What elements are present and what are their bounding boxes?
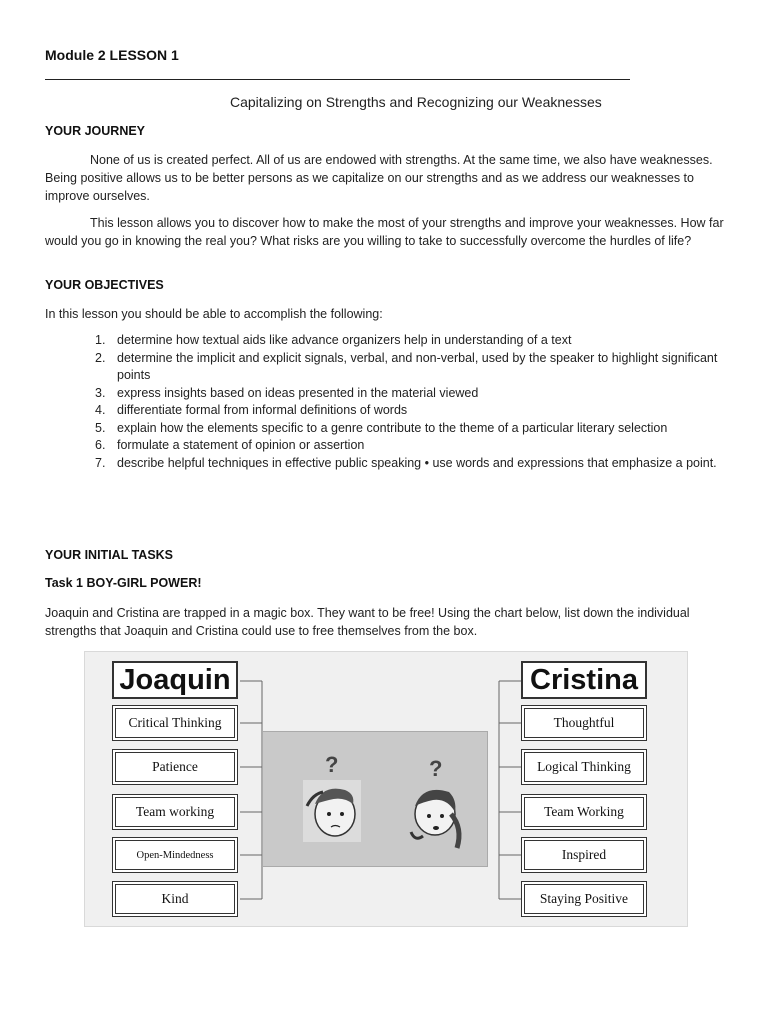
objectives-heading: YOUR OBJECTIVES bbox=[45, 278, 164, 292]
title-divider bbox=[45, 79, 630, 80]
joaquin-strength-box bbox=[112, 749, 238, 785]
task1-text: Joaquin and Cristina are trapped in a magic box. They want to be free! Using the chart below, list down the individual strengths that Joaquin and Cristina could use to free themselves from the box. bbox=[45, 606, 690, 638]
strength-label: Open-Mindedness bbox=[115, 840, 235, 870]
strength-label: Critical Thinking bbox=[115, 708, 235, 738]
objective-text: determine how textual aids like advance organizers help in understanding of a text bbox=[117, 333, 572, 347]
girl-question-mark: ? bbox=[429, 756, 443, 781]
cristina-strength-box bbox=[521, 749, 647, 785]
list-item: 2. determine the implicit and explicit signals, verbal, and non-verbal, used by the speaker to highlight significant points bbox=[95, 350, 718, 382]
boy-figure bbox=[303, 780, 361, 842]
thinking-kids-illustration bbox=[263, 732, 487, 866]
joaquin-strength-box bbox=[112, 794, 238, 830]
magic-box-illustration bbox=[262, 731, 488, 867]
module-title: Module 2 LESSON 1 bbox=[45, 47, 179, 63]
strengths-chart bbox=[84, 651, 688, 927]
tasks-heading: YOUR INITIAL TASKS bbox=[45, 548, 174, 562]
list-item: 5. explain how the elements specific to a genre contribute to the theme of a particular literary selection bbox=[95, 420, 668, 435]
journey-paragraph-2: This lesson allows you to discover how to make the most of your strengths and improve your weaknesses. How far would you go in knowing the real you? What risks are you willing to take to successfully overcome the hurdles of life? bbox=[45, 216, 724, 248]
objective-text: express insights based on ideas presented in the material viewed bbox=[117, 385, 479, 400]
strength-label: Kind bbox=[115, 884, 235, 914]
joaquin-name-box: Joaquin bbox=[112, 661, 238, 699]
list-item: 4. differentiate formal from informal definitions of words bbox=[95, 403, 408, 417]
list-item: 7. describe helpful techniques in effective public speaking • use words and expressions that emphasize a point. bbox=[95, 455, 717, 470]
list-item: 3. express insights based on ideas presented in the material viewed bbox=[95, 385, 479, 400]
cristina-strength-box bbox=[521, 837, 647, 873]
cristina-strength-box bbox=[521, 705, 647, 741]
objective-text: describe helpful techniques in effective public speaking • use words and expressions that emphasize a point. bbox=[117, 455, 717, 470]
girl-figure bbox=[411, 790, 459, 848]
lesson-subtitle: Capitalizing on Strengths and Recognizing our Weaknesses bbox=[230, 94, 602, 110]
objectives-list bbox=[45, 332, 725, 472]
list-item: 1. determine how textual aids like advance organizers help in understanding of a text bbox=[95, 333, 572, 347]
objective-text: explain how the elements specific to a genre contribute to the theme of a particular literary selection bbox=[117, 420, 668, 435]
joaquin-strength-box bbox=[112, 705, 238, 741]
objective-text: determine the implicit and explicit signals, verbal, and non-verbal, used by the speaker to highlight significant points bbox=[117, 350, 718, 382]
strength-label: Inspired bbox=[524, 840, 644, 870]
strength-label: Team working bbox=[115, 797, 235, 827]
cristina-strength-box bbox=[521, 794, 647, 830]
strength-label: Logical Thinking bbox=[524, 752, 644, 782]
objectives-intro: In this lesson you should be able to accomplish the following: bbox=[45, 307, 383, 321]
objective-text: formulate a statement of opinion or assertion bbox=[117, 438, 365, 452]
strength-label: Patience bbox=[115, 752, 235, 782]
cristina-name-box: Cristina bbox=[521, 661, 647, 699]
strength-label: Thoughtful bbox=[524, 708, 644, 738]
cristina-strength-box bbox=[521, 881, 647, 917]
task1-title: Task 1 BOY-GIRL POWER! bbox=[45, 576, 202, 590]
journey-heading: YOUR JOURNEY bbox=[45, 124, 146, 138]
strength-label: Team Working bbox=[524, 797, 644, 827]
boy-question-mark: ? bbox=[325, 752, 339, 777]
strength-label: Staying Positive bbox=[524, 884, 644, 914]
list-item: 6. formulate a statement of opinion or assertion bbox=[95, 438, 365, 452]
joaquin-strength-box bbox=[112, 837, 238, 873]
journey-paragraph-1: None of us is created perfect. All of us are endowed with strengths. At the same time, we also have weaknesses. Being positive allows us to be better persons as we capitalize on our strengths and as we address our weaknesses to improve ourselves. bbox=[45, 153, 713, 203]
joaquin-strength-box bbox=[112, 881, 238, 917]
objective-text: differentiate formal from informal definitions of words bbox=[117, 403, 408, 417]
